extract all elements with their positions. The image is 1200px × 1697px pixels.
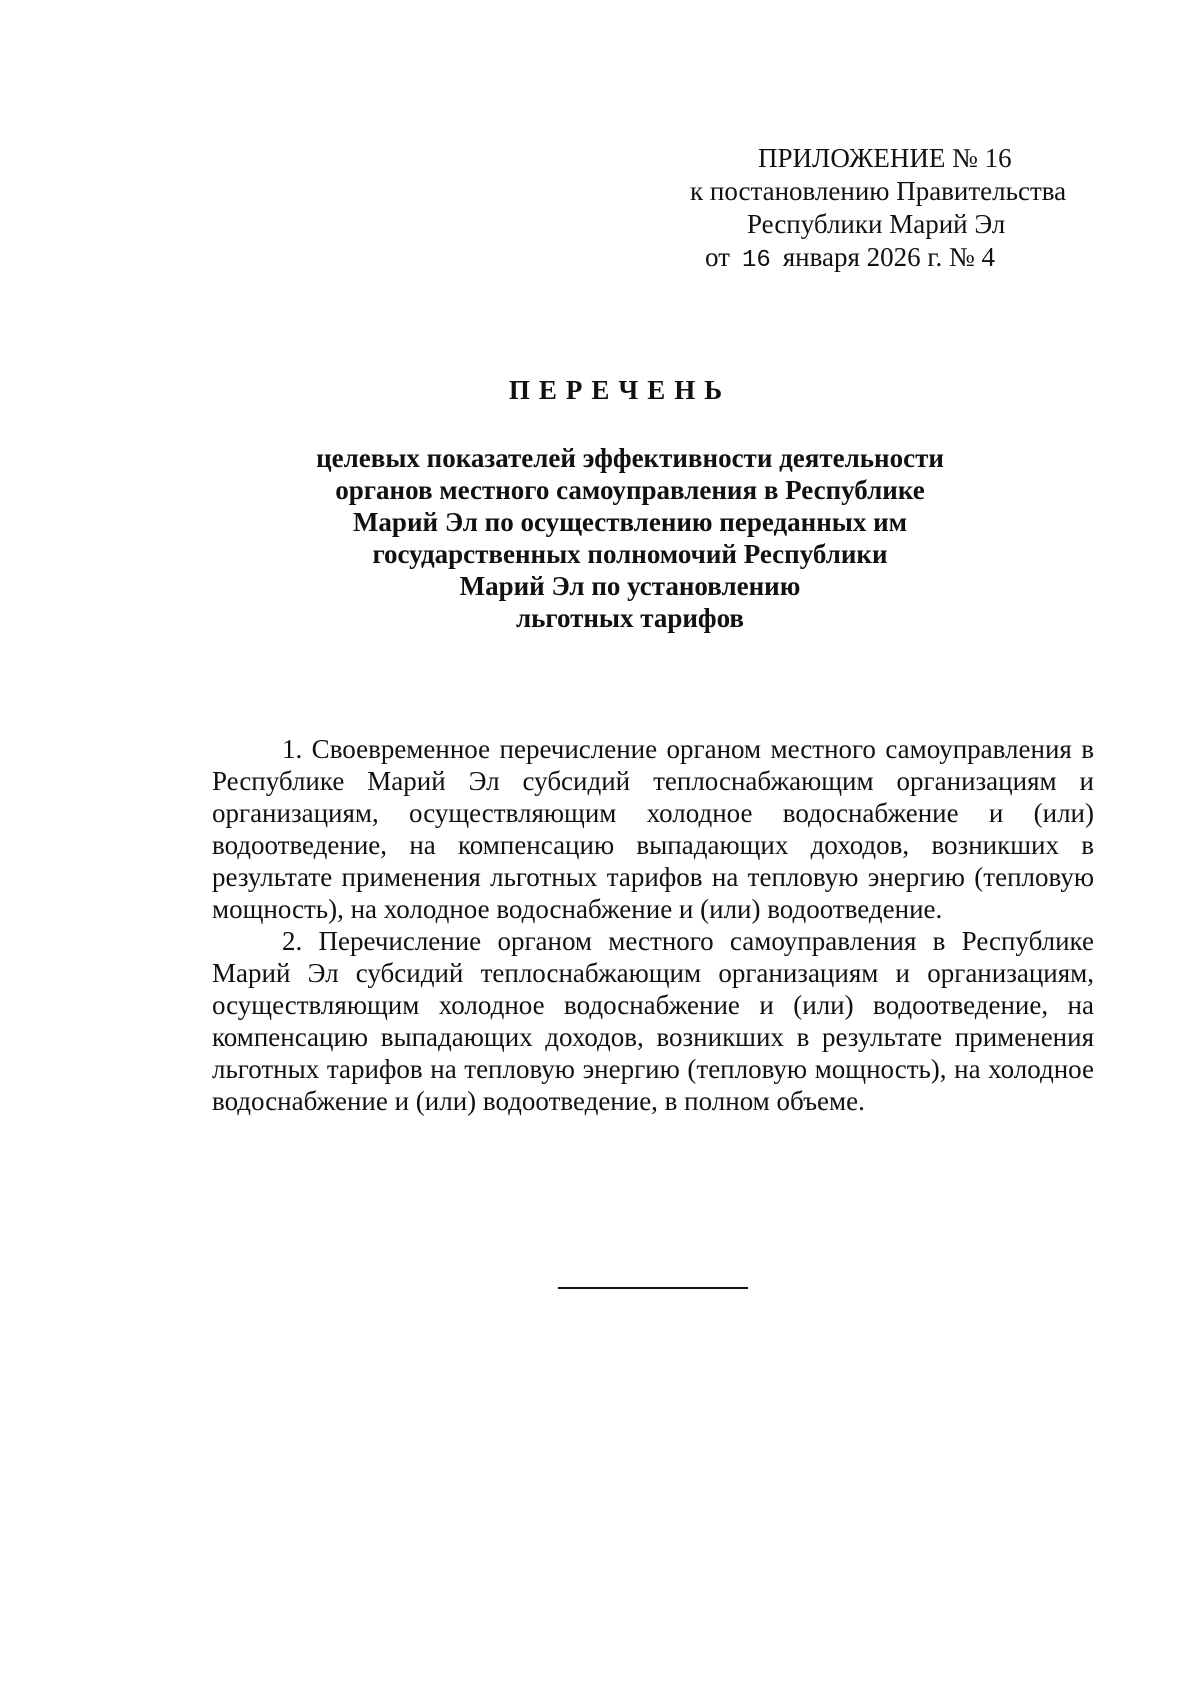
subtitle-line: льготных тарифов <box>515 603 745 633</box>
document-subtitle <box>250 442 1010 634</box>
appendix-date-day: 16 <box>741 247 771 274</box>
subtitle-line: органов местного самоуправления в Республике <box>335 475 925 505</box>
appendix-number: ПРИЛОЖЕНИЕ № 16 <box>758 143 1012 173</box>
list-item-1: 1. Своевременное перечисление органом местного самоуправления в Республике Марий Эл субсидий теплоснабжающим организациям и организациям, осуществляющим холодное водоснабжение и (или) водоотведение, на компенсацию выпадающих доходов, возникших в результате применения льготных тарифов на тепловую энергию (тепловую мощность), на холодное водоснабжение и (или) водоотведение. <box>212 734 1094 924</box>
appendix-date-line <box>690 241 1110 277</box>
appendix-republic: Республики Марий Эл <box>747 209 1006 239</box>
subtitle-line: Марий Эл по осуществлению переданных им <box>352 507 908 537</box>
appendix-date-prefix: от <box>705 242 730 272</box>
document-body <box>212 733 1094 1117</box>
appendix-resolution-ref: к постановлению Правительства <box>690 176 1067 206</box>
subtitle-line: государственных полномочий Республики <box>372 539 888 569</box>
list-item-2: 2. Перечисление органом местного самоуправления в Республике Марий Эл субсидий теплоснабжающим организациям и организациям, осуществляющим холодное водоснабжение и (или) водоотведение, на компенсацию выпадающих доходов, возникших в результате применения льготных тарифов на тепловую энергию (тепловую мощность), на холодное водоснабжение и (или) водоотведение, в полном объеме. <box>212 926 1094 1116</box>
subtitle-line: Марий Эл по установлению <box>459 571 801 601</box>
subtitle-line: целевых показателей эффективности деятельности <box>316 443 944 473</box>
document-title: ПЕРЕЧЕНЬ <box>508 375 732 405</box>
appendix-header <box>690 142 1110 277</box>
closing-divider <box>558 1287 748 1289</box>
appendix-date-rest: января 2026 г. № 4 <box>782 242 995 272</box>
